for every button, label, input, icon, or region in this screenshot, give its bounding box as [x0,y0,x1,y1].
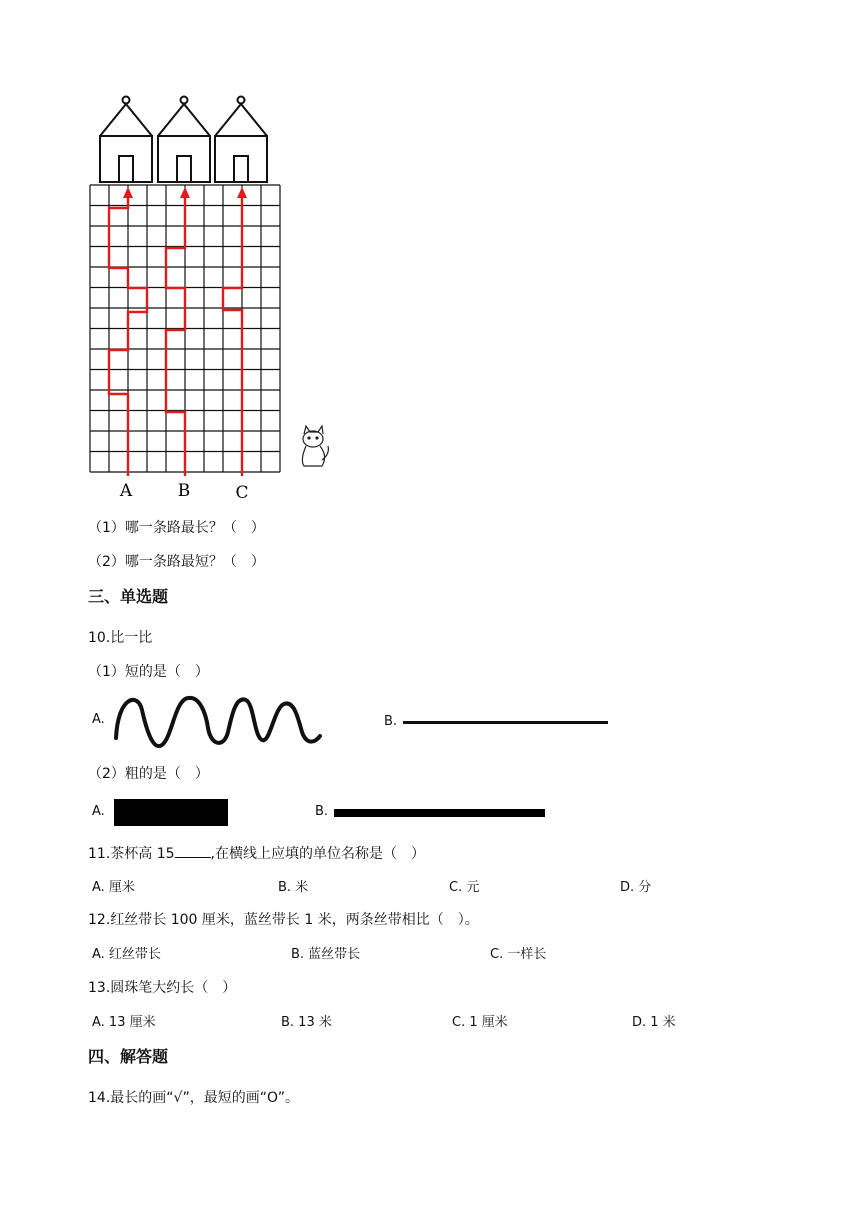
cat-icon [302,426,328,466]
q12-option-c[interactable]: C. 一样长 [490,947,547,962]
q10-sub2-option-b-label[interactable]: B. [315,804,329,819]
route-b-arrow [180,187,190,198]
q11-answer-blank [175,843,211,858]
house-b [158,97,210,183]
q11-option-a[interactable]: A. 厘米 [92,880,135,895]
q13-option-b[interactable]: B. 13 米 [281,1015,332,1030]
route-grid-figure [82,88,342,508]
q13-stem: 13.圆珠笔大约长（ ） [88,980,237,996]
q11-stem-after: ,在横线上应填的单位名称是（ ） [210,846,425,862]
q13-option-d[interactable]: D. 1 米 [632,1015,676,1030]
q9-sub1: （1）哪一条路最长？（ ） [88,520,265,536]
q13-option-a[interactable]: A. 13 厘米 [92,1015,156,1030]
thick-bar-image [114,799,228,826]
q12-option-b[interactable]: B. 蓝丝带长 [291,947,361,962]
q11-option-b[interactable]: B. 米 [278,880,309,895]
straight-line-image [403,721,608,724]
q10-sub1: （1）短的是（ ） [88,664,209,680]
q10-sub2-option-a-label[interactable]: A. [92,804,105,819]
q10-sub2: （2）粗的是（ ） [88,766,209,782]
q10-sub1-option-a-label[interactable]: A. [92,712,105,727]
q12-stem: 12.红丝带长 100 厘米，蓝丝带长 1 米，两条丝带相比（ ）。 [88,912,479,928]
route-c-arrow [237,187,247,198]
q11-option-d[interactable]: D. 分 [620,880,652,895]
wavy-line-image [108,688,326,754]
route-b [166,187,190,476]
route-label-b: B [177,481,191,501]
thin-bar-image [334,809,545,817]
house-c [215,97,267,183]
q11-option-c[interactable]: C. 元 [449,880,480,895]
section-title-single-choice: 三、单选题 [88,587,169,606]
q14-stem: 14.最长的画“√”，最短的画“O”。 [88,1090,299,1106]
q9-sub2: （2）哪一条路最短？（ ） [88,554,265,570]
q13-option-c[interactable]: C. 1 厘米 [452,1015,508,1030]
q11-stem [88,843,425,863]
house-a [100,97,152,183]
route-a-arrow [123,187,133,198]
q10-sub1-option-b-label[interactable]: B. [384,714,398,729]
section-title-solve: 四、解答题 [88,1047,169,1066]
q11-stem-before: 11.茶杯高 15 [88,846,175,862]
route-label-c: C [235,483,249,503]
route-c [223,187,247,476]
q12-option-a[interactable]: A. 红丝带长 [92,947,161,962]
q10-stem: 10.比一比 [88,630,153,646]
route-label-a: A [119,481,133,501]
